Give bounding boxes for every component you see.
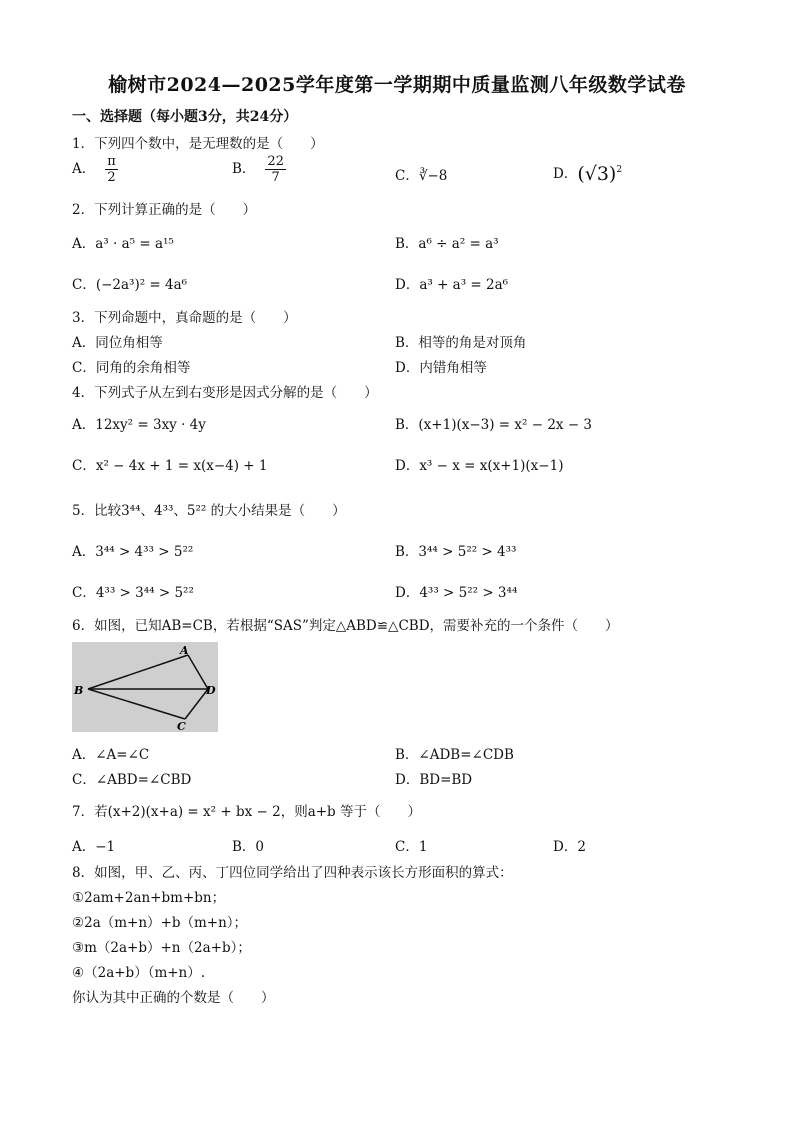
q6-option-a: A．∠A=∠C xyxy=(72,747,150,763)
q2-option-d: D．a³ + a³ = 2a⁶ xyxy=(395,277,509,293)
vertex-c-label: C xyxy=(177,720,186,732)
q8-stem: 8．如图，甲、乙、丙、丁四位同学给出了四种表示该长方形面积的算式： xyxy=(72,865,513,881)
section-heading: 一、选择题（每小题3分，共24分） xyxy=(72,109,298,125)
q3-stem: 3．下列命题中，真命题的是（ ） xyxy=(72,310,297,326)
q1-stem: 1．下列四个数中，是无理数的是（ ） xyxy=(72,136,324,152)
q1-option-a: A． $\frac{\pi}{2}$ xyxy=(72,154,116,185)
q2-stem: 2．下列计算正确的是（ ） xyxy=(72,202,257,218)
q6-option-d: D．BD=BD xyxy=(395,772,473,788)
q7-option-a: A．−1 xyxy=(72,839,116,855)
q2-option-c: C．(−2a³)² = 4a⁶ xyxy=(72,277,188,293)
q4-option-c: C．x² − 4x + 1 = x(x−4) + 1 xyxy=(72,458,268,474)
q7-option-d: D．2 xyxy=(553,839,586,855)
q3-option-a: A．同位角相等 xyxy=(72,335,163,351)
triangle-figure xyxy=(72,642,218,732)
q4-option-a: A．12xy² = 3xy · 4y xyxy=(72,417,206,433)
q3-option-b: B．相等的角是对顶角 xyxy=(395,335,527,351)
exam-title: 榆树市2024—2025学年度第一学期期中质量监测八年级数学试卷 xyxy=(108,74,686,96)
q5-stem: 5．比较3⁴⁴、4³³、5²² 的大小结果是（ ） xyxy=(72,503,346,519)
q3-option-c: C．同角的余角相等 xyxy=(72,360,191,376)
q5-option-c: C．4³³ > 3⁴⁴ > 5²² xyxy=(72,585,194,601)
q5-option-d: D．4³³ > 5²² > 3⁴⁴ xyxy=(395,585,518,601)
q7-stem: 7．若(x+2)(x+a) = x² + bx − 2，则a+b 等于（ ） xyxy=(72,804,421,820)
q1-option-d: D．$(√3)^2$ xyxy=(553,163,623,185)
q6-option-b: B．∠ADB=∠CDB xyxy=(395,747,514,763)
q5-option-b: B．3⁴⁴ > 5²² > 4³³ xyxy=(395,544,517,560)
q1-option-c: C．∛−8 xyxy=(395,168,448,184)
q6-option-c: C．∠ABD=∠CBD xyxy=(72,772,192,788)
q8-question: 你认为其中正确的个数是（ ） xyxy=(72,990,275,1006)
q7-option-b: B．0 xyxy=(232,839,265,855)
q4-stem: 4．下列式子从左到右变形是因式分解的是（ ） xyxy=(72,385,378,401)
q1-option-b: B． $\frac{22}{7}$ xyxy=(232,154,284,185)
vertex-d-label: D xyxy=(206,684,216,697)
q3-option-d: D．内错角相等 xyxy=(395,360,487,376)
q7-option-c: C．1 xyxy=(395,839,428,855)
q2-option-a: A．a³ · a⁵ = a¹⁵ xyxy=(72,236,174,252)
q8-expression-3: ③m（2a+b）+n（2a+b）； xyxy=(72,940,251,956)
q8-expression-2: ②2a（m+n）+b（m+n）； xyxy=(72,915,248,931)
vertex-b-label: B xyxy=(74,684,84,697)
q2-option-b: B．a⁶ ÷ a² = a³ xyxy=(395,236,499,252)
vertex-a-label: A xyxy=(180,644,189,657)
q8-expression-4: ④（2a+b）（m+n）. xyxy=(72,965,206,981)
q4-option-d: D．x³ − x = x(x+1)(x−1) xyxy=(395,458,564,474)
q8-expression-1: ①2am+2an+bm+bn； xyxy=(72,890,226,906)
q4-option-b: B．(x+1)(x−3) = x² − 2x − 3 xyxy=(395,417,593,433)
q5-option-a: A．3⁴⁴ > 4³³ > 5²² xyxy=(72,544,194,560)
q6-stem: 6．如图，已知AB=CB，若根据“SAS”判定△ABD≌△CBD，需要补充的一个条件（ ） xyxy=(72,618,619,634)
